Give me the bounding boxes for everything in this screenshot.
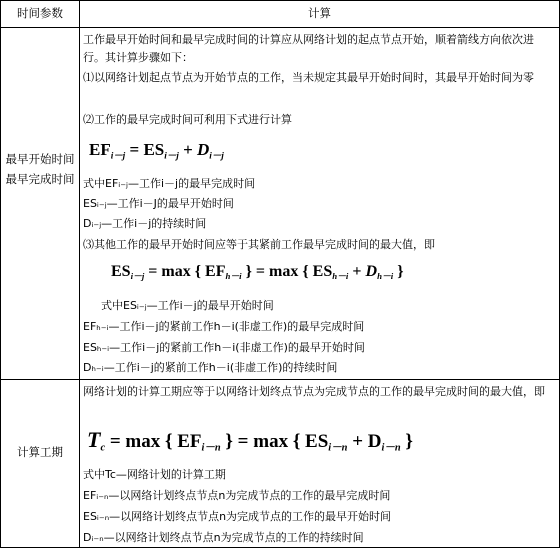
row2-def-tc: 式中Tc—网络计划的计算工期 bbox=[83, 468, 226, 481]
row1-step3-text: ⑶其他工作的最早开始时间应等于其紧前工作最早完成时间的最大值，即 bbox=[83, 238, 435, 251]
row1-def-ef: 式中EFᵢ₋ⱼ—工作i－j的最早完成时间 bbox=[83, 177, 256, 190]
row1-def-es2: 式中ESᵢ₋ⱼ—工作i－j的最早开始时间 bbox=[101, 299, 274, 312]
column-divider bbox=[79, 1, 80, 547]
formula-earliest-start: $ES_{i-j} = \max$ { $EF_{h-i}$ } = max { $ES_{h-i} + D_{h-i}$ } bbox=[111, 263, 404, 282]
param-earliest-finish: 最早完成时间 bbox=[5, 172, 75, 186]
formula-calculated-duration: $T_c = \max$ { $EF_{i-n}$ } = max { $ES_{i-n} + D_{i-n}$ } bbox=[87, 427, 413, 454]
row-divider bbox=[1, 379, 559, 380]
row2-def-es: ESᵢ₋ₙ—以网络计划终点节点n为完成节点的工作的最早开始时间 bbox=[83, 510, 392, 523]
header-time-parameter: 时间参数 bbox=[17, 6, 63, 21]
header-calculation: 计算 bbox=[308, 6, 331, 21]
row1-intro-text: 工作最早开始时间和最早完成时间的计算应从网络计划的起点节点开始，顺着箭线方向依次进行。其计算步骤如下： bbox=[83, 33, 534, 64]
row1-def-ef-pred: EFₕ₋ᵢ—工作i－j的紧前工作h－i(非虚工作)的最早完成时间 bbox=[83, 320, 365, 333]
formula-earliest-finish: $EF_{i-j} = ES_{i-j} + D_{i-j}$ bbox=[89, 140, 224, 162]
header-divider bbox=[1, 27, 559, 28]
row2-def-ef: EFᵢ₋ₙ—以网络计划终点节点n为完成节点的工作的最早完成时间 bbox=[83, 489, 391, 502]
param-earliest-start: 最早开始时间 bbox=[5, 152, 75, 166]
row1-def-es: ESᵢ₋ⱼ—工作i－J的最早开始时间 bbox=[83, 197, 234, 210]
row1-step2-text: ⑵工作的最早完成时间可利用下式进行计算 bbox=[83, 113, 292, 126]
row1-def-d-pred: Dₕ₋ᵢ—工作i－j的紧前工作h－i(非虚工作)的持续时间 bbox=[83, 361, 338, 374]
param-calculated-duration: 计算工期 bbox=[17, 445, 63, 459]
row1-def-es-pred: ESₕ₋ᵢ—工作i－j的紧前工作h－i(非虚工作)的最早开始时间 bbox=[83, 341, 365, 354]
row1-step1-text: ⑴以网络计划起点节点为开始节点的工作，当未规定其最早开始时间时，其最早开始时间为零 bbox=[83, 71, 534, 84]
row1-def-d: Dᵢ₋ⱼ—工作i－j的持续时间 bbox=[83, 217, 207, 230]
row2-def-d: Dᵢ₋ₙ—以网络计划终点节点n为完成节点的工作的持续时间 bbox=[83, 531, 364, 544]
row2-intro-text: 网络计划的计算工期应等于以网络计划终点节点为完成节点的工作的最早完成时间的最大值，即 bbox=[83, 385, 545, 398]
